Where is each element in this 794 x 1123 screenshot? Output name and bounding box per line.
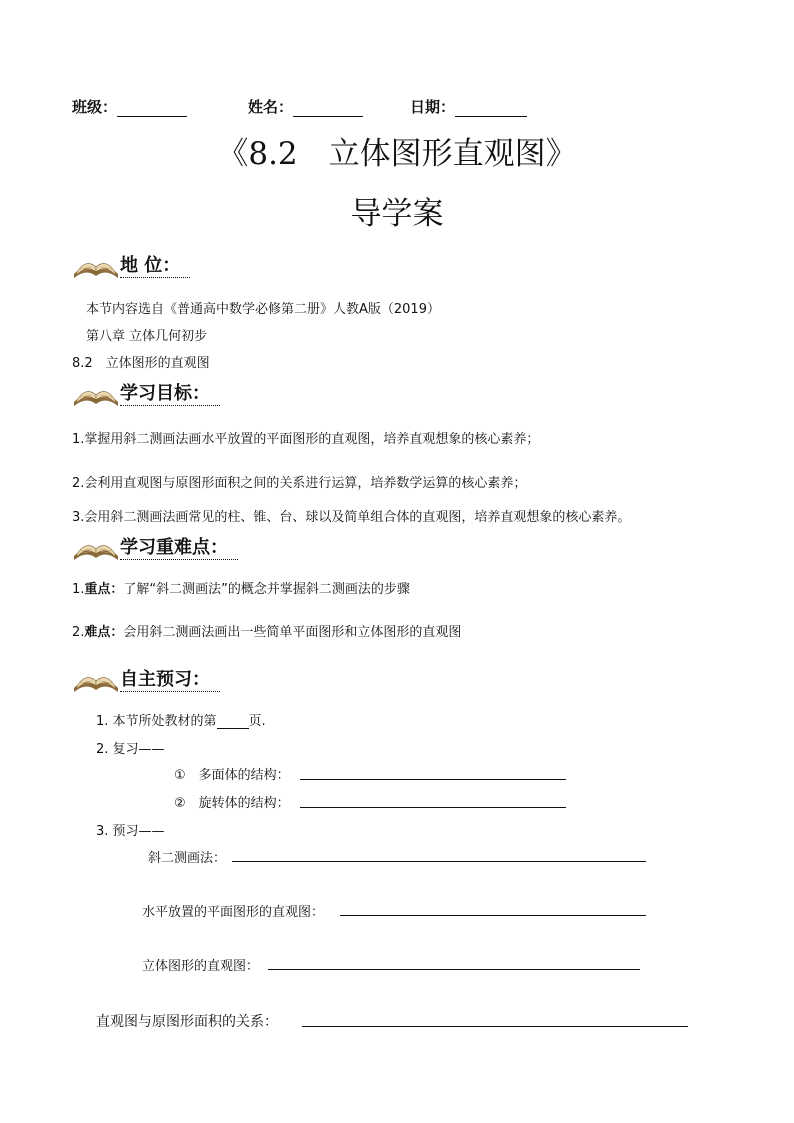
- date-label: 日期：: [410, 98, 456, 116]
- section-goals-title: 学习目标：: [120, 383, 220, 406]
- goal-item-3: 3.会用斜二测画法画常见的柱、锥、台、球以及简单组合体的直观图，培养直观想象的核心素养。: [72, 510, 631, 525]
- preview-item-4: 直观图与原图形面积的关系：: [96, 1014, 278, 1030]
- section-position-heading: [72, 252, 190, 280]
- section-goals-heading: [72, 380, 220, 408]
- section-preview-title: 自主预习：: [120, 669, 220, 692]
- section-key-title: 学习重难点：: [120, 537, 238, 560]
- open-book-icon: [72, 380, 120, 408]
- page-subtitle: 导学案: [350, 196, 444, 232]
- key-point-label: 重点：: [84, 582, 124, 597]
- date-blank[interactable]: [455, 102, 527, 117]
- preview-item-3-sub-2: 水平放置的平面图形的直观图：: [142, 905, 325, 920]
- preview-item-3: 3. 预习——: [96, 824, 165, 839]
- preview-item-1-prefix: 1. 本节所处教材的第: [96, 714, 217, 729]
- hard-point-num: 2.: [72, 625, 85, 640]
- hard-point-label: 难点：: [84, 625, 124, 640]
- name-label: 姓名：: [248, 98, 294, 116]
- class-field: [72, 96, 187, 117]
- position-line-2: 第八章 立体几何初步: [86, 329, 208, 344]
- preview-item-1-suffix: 页.: [248, 714, 266, 729]
- area-relation-blank[interactable]: [302, 1025, 688, 1027]
- preview-item-2-sub-1: ① 多面体的结构：: [174, 768, 290, 783]
- key-point-text: 了解“斜二测画法”的概念并掌握斜二测画法的步骤: [123, 582, 410, 597]
- page-number-blank[interactable]: [217, 714, 249, 729]
- section-position-title: 地 位：: [120, 255, 190, 278]
- solid-of-revolution-blank[interactable]: [300, 806, 566, 808]
- open-book-icon: [72, 666, 120, 694]
- oblique-method-blank[interactable]: [232, 860, 646, 862]
- page-title: 《8.2 立体图形直观图》: [217, 136, 577, 172]
- planar-figure-blank[interactable]: [340, 914, 646, 916]
- date-field: [410, 96, 527, 117]
- position-line-1: 本节内容选自《普通高中数学必修第二册》人教A版（2019）: [86, 302, 440, 317]
- section-preview-heading: [72, 666, 220, 694]
- goal-item-2: 2.会利用直观图与原图形面积之间的关系进行运算，培养数学运算的核心素养；: [72, 476, 527, 491]
- open-book-icon: [72, 252, 120, 280]
- preview-item-3-sub-3: 立体图形的直观图：: [142, 959, 260, 974]
- preview-item-2: 2. 复习——: [96, 742, 165, 757]
- preview-item-2-sub-2: ② 旋转体的结构：: [174, 796, 290, 811]
- section-key-heading: [72, 534, 238, 562]
- key-point-num: 1.: [72, 582, 85, 597]
- class-blank[interactable]: [117, 102, 187, 117]
- name-blank[interactable]: [293, 102, 363, 117]
- hard-point-text: 会用斜二测画法画出一些简单平面图形和立体图形的直观图: [123, 625, 462, 640]
- goal-item-1: 1.掌握用斜二测画法画水平放置的平面图形的直观图，培养直观想象的核心素养；: [72, 432, 540, 447]
- open-book-icon: [72, 534, 120, 562]
- name-field: [248, 96, 363, 117]
- polyhedron-structure-blank[interactable]: [300, 778, 566, 780]
- position-line-3: 8.2 立体图形的直观图: [72, 356, 210, 371]
- hard-point-row: [72, 621, 461, 640]
- preview-item-1: [96, 710, 266, 729]
- preview-item-3-sub-1: 斜二测画法：: [148, 851, 227, 866]
- solid-figure-blank[interactable]: [268, 968, 640, 970]
- key-point-row: [72, 578, 410, 597]
- class-label: 班级：: [72, 98, 118, 116]
